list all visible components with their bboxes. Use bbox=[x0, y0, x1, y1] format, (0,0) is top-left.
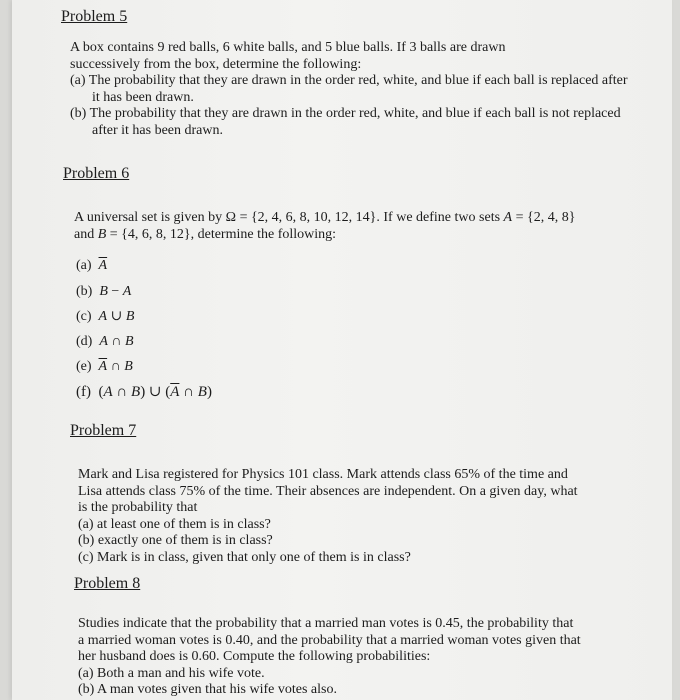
problem-5-line-1: A box contains 9 red balls, 6 white balls, and 5 blue balls. If 3 balls are drawn bbox=[70, 40, 506, 55]
set-a: A bbox=[98, 309, 108, 324]
text-fragment: = {4, 6, 8, 12}, determine the following: bbox=[106, 226, 337, 242]
omega-symbol: Ω bbox=[225, 210, 237, 225]
problem-7-part-a: (a) at least one of them is in class? bbox=[78, 516, 271, 532]
set-b: B bbox=[124, 359, 133, 374]
part-label: (e) bbox=[76, 359, 92, 374]
set-a: A bbox=[122, 284, 132, 299]
part-label: (b) bbox=[76, 284, 93, 299]
problem-7-part-b: (b) exactly one of them is in class? bbox=[78, 533, 273, 548]
problem-7-line-3: is the probability that bbox=[78, 500, 198, 515]
problem-6-part-e bbox=[76, 359, 133, 376]
problem-8-line-1: Studies indicate that the probability that a married man votes is 0.45, the probability that bbox=[78, 616, 574, 631]
worksheet-page bbox=[12, 0, 672, 700]
problem-6-line-2 bbox=[74, 227, 634, 244]
problem-7-line-2: Lisa attends class 75% of the time. Their absences are independent. On a given day, what bbox=[78, 483, 578, 499]
problem-6-part-c bbox=[76, 309, 134, 326]
problem-6-text bbox=[74, 210, 634, 243]
problem-6-title: Problem 6 bbox=[63, 165, 130, 182]
problem-5-text bbox=[70, 40, 630, 139]
set-a: A bbox=[99, 334, 108, 349]
set-a: A bbox=[103, 384, 113, 400]
intersection-symbol: ∩ bbox=[107, 359, 125, 374]
problem-5-part-a: (a) The probability that they are drawn in the order red, white, and blue if each ball is replaced after it has been drawn. bbox=[70, 73, 628, 105]
set-b: B bbox=[125, 309, 135, 324]
part-label: (f) bbox=[76, 384, 91, 400]
text-fragment: and bbox=[74, 226, 98, 242]
paren: ( bbox=[98, 384, 104, 400]
problem-5-title: Problem 5 bbox=[61, 8, 128, 25]
problem-7-part-c: (c) Mark is in class, given that only one of them is in class? bbox=[78, 549, 411, 565]
problem-8-part-a: (a) Both a man and his wife vote. bbox=[78, 665, 265, 681]
problem-8-part-b: (b) A man votes given that his wife votes also. bbox=[78, 682, 337, 697]
minus-symbol: − bbox=[107, 284, 123, 299]
problem-7-line-1: Mark and Lisa registered for Physics 101 class. Mark attends class 65% of the time and bbox=[78, 467, 568, 482]
problem-8-line-2: a married woman votes is 0.40, and the probability that a married woman votes given that bbox=[78, 632, 581, 648]
part-label: (d) bbox=[76, 334, 93, 349]
a-complement: $\overline{A}$ bbox=[98, 258, 108, 273]
problem-7-title: Problem 7 bbox=[70, 422, 137, 439]
problem-6-part-b bbox=[76, 284, 131, 301]
problem-8-title: Problem 8 bbox=[74, 575, 141, 592]
set-b: B bbox=[125, 334, 134, 349]
set-b-symbol: B bbox=[97, 226, 107, 242]
text-fragment: A universal set is given by bbox=[74, 210, 226, 225]
intersection-symbol: ∩ bbox=[112, 384, 132, 400]
set-b: B bbox=[131, 384, 141, 400]
problem-6-part-f bbox=[76, 384, 212, 401]
part-label: (a) bbox=[76, 258, 92, 273]
problem-6-part-a bbox=[76, 258, 107, 275]
problem-7-text bbox=[78, 467, 638, 566]
intersection-symbol: ∩ bbox=[107, 334, 126, 349]
intersection-symbol: ∩ bbox=[179, 384, 198, 400]
problem-8-line-3: her husband does is 0.60. Compute the following probabilities: bbox=[78, 649, 431, 664]
problem-8-text bbox=[78, 616, 638, 699]
union-symbol: ) ∪ ( bbox=[140, 384, 171, 400]
problem-6-line-1 bbox=[74, 210, 634, 227]
part-label: (c) bbox=[76, 309, 92, 324]
problem-5-part-b: (b) The probability that they are drawn in the order red, white, and blue if each ball is not replaced after it has been drawn. bbox=[70, 106, 621, 138]
text-fragment: = {2, 4, 6, 8, 10, 12, 14}. If we define two sets bbox=[236, 210, 504, 225]
set-b: B bbox=[197, 384, 207, 400]
problem-6-part-d bbox=[76, 334, 134, 351]
a-complement: $\overline{A}$ bbox=[98, 359, 108, 374]
text-fragment: = {2, 4, 8} bbox=[512, 210, 576, 225]
union-symbol: ∪ bbox=[107, 309, 126, 324]
set-a-symbol: A bbox=[503, 210, 513, 225]
set-b: B bbox=[99, 284, 108, 299]
paren: ) bbox=[206, 384, 212, 400]
a-complement: $\overline{A}$ bbox=[170, 384, 180, 400]
problem-5-line-2: successively from the box, determine the following: bbox=[70, 56, 362, 72]
